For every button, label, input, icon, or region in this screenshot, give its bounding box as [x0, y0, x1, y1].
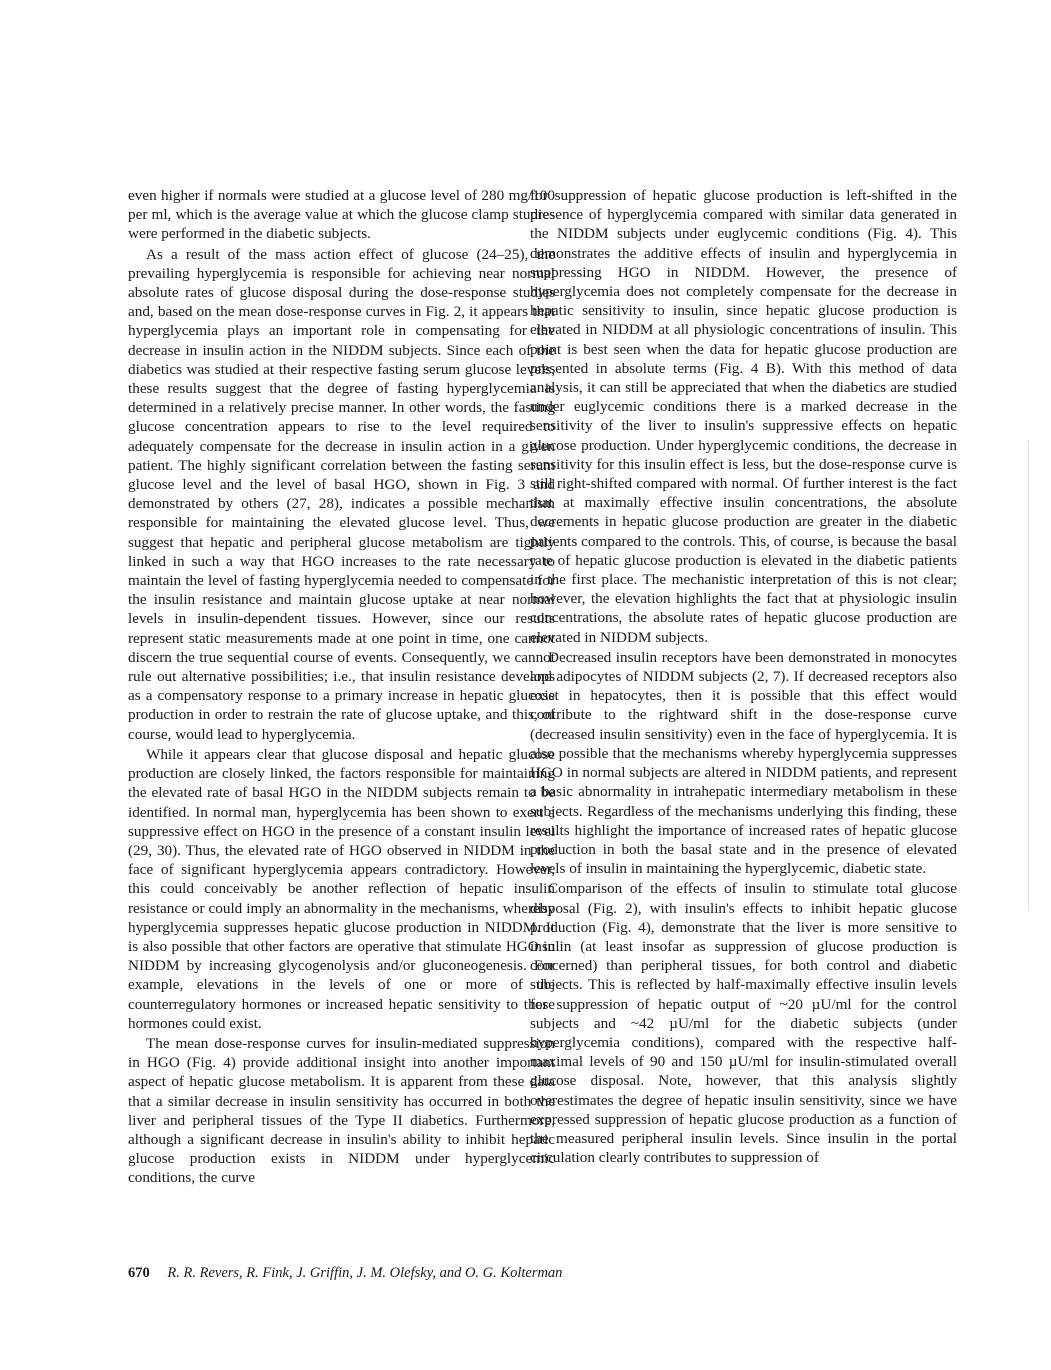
- left-paragraph-3: While it appears clear that glucose disposal and hepatic glucose production are closely linked, the factors responsible for maintaining the elevated rate of basal HGO in the NIDDM subjects remain to be identified. In normal man, hyperglycemia has been shown to exert a suppressive effect on HGO in the presence of a constant insulin level (29, 30). Thus, the elevated rate of HGO observed in NIDDM in the face of significant hyperglycemia appears contradictory. However, this could conceivably be another reflection of hepatic insulin resistance or could imply an abnormality in the mechanisms, whereby hyperglycemia suppresses hepatic glucose production in NIDDM. It is also possible that other factors are operative that stimulate HGO in NIDDM by increasing glycogenolysis and/or gluconeogenesis. For example, elevations in the levels of one or more of the counterregulatory hormones or increased hepatic sensitivity to these hormones could exist.: [128, 745, 555, 1032]
- left-paragraph-4: The mean dose-response curves for insulin-mediated suppression in HGO (Fig. 4) provide additional insight into another important aspect of hepatic glucose metabolism. It is apparent from these data that a similar decrease in insulin sensitivity has occurred in both the liver and peripheral tissues of the Type II diabetics. Furthermore, although a significant decrease in insulin's ability to inhibit hepatic glucose production exists in NIDDM under hyperglycemic conditions, the curve: [128, 1034, 555, 1187]
- right-paragraph-2: Decreased insulin receptors have been demonstrated in monocytes and adipocytes of NIDDM subjects (2, 7). If decreased receptors also exist in hepatocytes, then it is possible that this effect would contribute to the rightward shift in the dose-response curve (decreased insulin sensitivity) even in the face of hyperglycemia. It is also possible that the mechanisms whereby hyperglycemia suppresses HGO in normal subjects are altered in NIDDM patients, and represent a basic abnormality in intrahepatic intermediary metabolism in these subjects. Regardless of the mechanisms underlying this finding, these results highlight the importance of increased rates of hepatic glucose production in both the basal state and in the presence of elevated levels of insulin in maintaining the hyperglycemic, diabetic state.: [530, 648, 957, 878]
- left-text-column: [128, 186, 555, 1188]
- right-paragraph-3: Comparison of the effects of insulin to stimulate total glucose disposal (Fig. 2), with insulin's effects to inhibit hepatic glucose production (Fig. 4), demonstrate that the liver is more sensitive to insulin (at least insofar as suppression of glucose production is concerned) than peripheral tissues, for both control and diabetic subjects. This is reflected by half-maximally effective insulin levels for suppression of hepatic output of ~20 µU/ml for the control subjects and ~42 µU/ml for the diabetic subjects (under hyperglycemia conditions), compared with the respective half-maximal levels of 90 and 150 µU/ml for insulin-stimulated overall glucose disposal. Note, however, that this analysis slightly overestimates the degree of hepatic insulin sensitivity, since we have expressed suppression of hepatic glucose production as a function of the measured peripheral insulin levels. Since insulin in the portal circulation clearly contributes to suppression of: [530, 880, 957, 1167]
- right-paragraph-1: for suppression of hepatic glucose production is left-shifted in the presence of hyperglycemia compared with similar data generated in the NIDDM subjects under euglycemic conditions (Fig. 4). This demonstrates the additive effects of insulin and hyperglycemia in suppressing HGO in NIDDM. However, the presence of hyperglycemia does not completely compensate for the decrease in hepatic sensitivity to insulin, since hepatic glucose production is elevated in NIDDM at all physiologic concentrations of insulin. This point is best seen when the data for hepatic glucose production are presented in absolute terms (Fig. 4 B). With this method of data analysis, it can still be appreciated that when the diabetics are studied under euglycemic conditions there is a marked decrease in the sensitivity of the liver to insulin's suppressive effects on hepatic glucose production. Under hyperglycemic conditions, the decrease in sensitivity for this insulin effect is less, but the dose-response curve is still right-shifted compared with normal. Of further interest is the fact that at maximally effective insulin concentrations, the absolute decrements in hepatic glucose production are greater in the diabetic patients compared to the controls. This, of course, is because the basal rate of hepatic glucose production is elevated in the diabetic patients in the first place. The mechanistic interpretation of this is not clear; however, the elevation highlights the fact that at physiologic insulin concentrations, the absolute rates of hepatic glucose production are elevated in NIDDM subjects.: [530, 187, 957, 646]
- left-paragraph-1: even higher if normals were studied at a glucose level of 280 mg/100 per ml, which is the average value at which the glucose clamp studies were performed in the diabetic subjects.: [128, 187, 555, 243]
- right-text-column: [530, 186, 957, 1167]
- page-number: 670: [128, 1265, 150, 1281]
- scan-edge-marks: [1028, 440, 1032, 910]
- page-footer: [128, 1264, 562, 1282]
- running-authors: R. R. Revers, R. Fink, J. Griffin, J. M. Olefsky, and O. G. Kolterman: [167, 1265, 563, 1281]
- left-paragraph-2: As a result of the mass action effect of glucose (24–25), the prevailing hyperglycemia is responsible for achieving near normal absolute rates of glucose disposal during the dose-response studies and, based on the mean dose-response curves in Fig. 2, it appears that hyperglycemia plays an important role in compensating for the decrease in insulin action in the NIDDM subjects. Since each of the diabetics was studied at their respective fasting serum glucose levels, these results suggest that the degree of fasting hyperglycemia is determined in a relatively precise manner. In other words, the fasting glucose concentration appears to rise to the level required to adequately compensate for the decrease in insulin action in a given patient. The highly significant correlation between the fasting serum glucose level and the level of basal HGO, shown in Fig. 3 and demonstrated by others (27, 28), indicates a possible mechanism responsible for maintaining the elevated glucose level. Thus, we suggest that hepatic and peripheral glucose metabolism are tightly linked in such a way that HGO increases to the rate necessary to maintain the level of fasting hyperglycemia needed to compensate for the insulin resistance and maintain glucose uptake at near normal levels in insulin-dependent tissues. However, since our results represent static measurements made at one point in time, one cannot discern the true sequential course of events. Consequently, we cannot rule out alternative possibilities; i.e., that insulin resistance develops as a compensatory response to a primary increase in hepatic glucose production in order to restrain the rate of glucose uptake, and this, of course, would lead to hyperglycemia.: [128, 245, 555, 743]
